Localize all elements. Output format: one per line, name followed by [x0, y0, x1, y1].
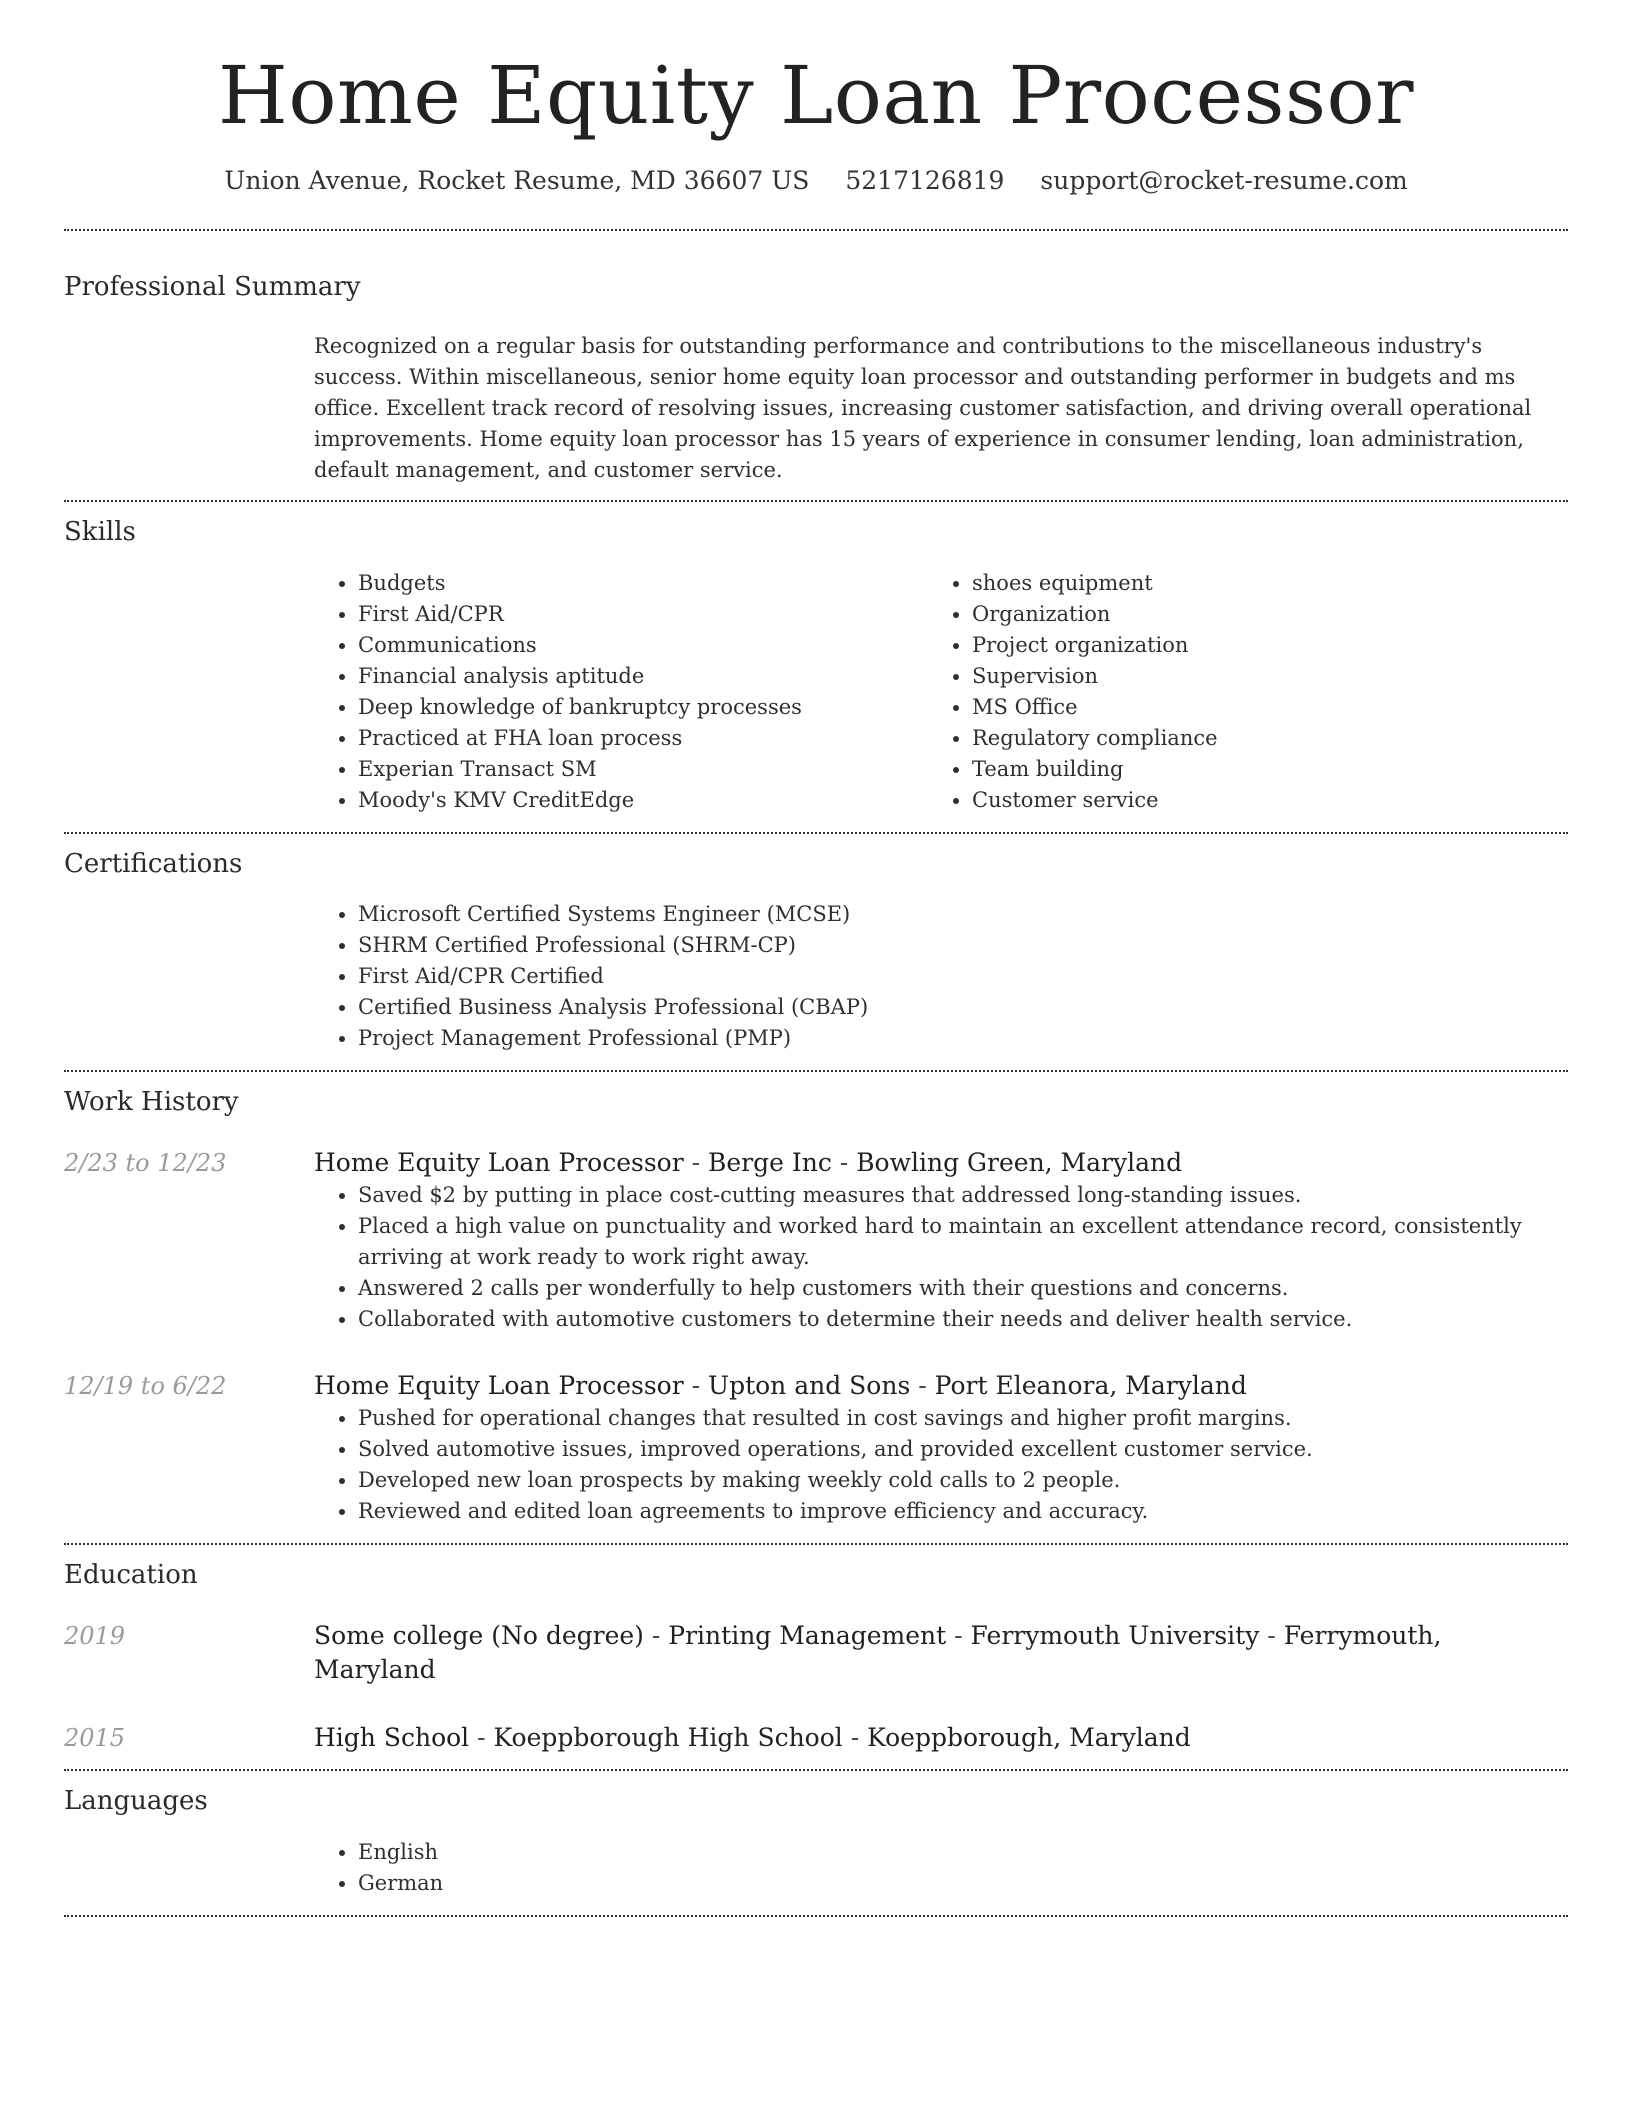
certification-item: • First Aid/CPR Certified — [358, 961, 1568, 992]
skill-item: • Deep knowledge of bankruptcy processes — [358, 692, 928, 723]
work-entry-company: Upton and Sons — [708, 1371, 911, 1401]
education-year: 2015 — [64, 1723, 126, 1752]
work-bullet: • Answered 2 calls per wonderfully to help customers with their questions and concerns. — [358, 1273, 1568, 1304]
education-location: Ferrymouth, Maryland — [314, 1620, 1442, 1684]
skill-item: • Moody's KMV CreditEdge — [358, 785, 928, 816]
languages-list — [314, 1837, 1568, 1899]
contact-address: Union Avenue, Rocket Resume, MD 36607 US — [224, 166, 810, 195]
certifications-body — [314, 881, 1568, 1070]
summary-section — [64, 231, 1568, 500]
contact-email: support@rocket-resume.com — [1040, 166, 1408, 195]
work-bullet: • Reviewed and edited loan agreements to improve efficiency and accuracy. — [358, 1496, 1568, 1527]
skill-item: • Team building — [972, 754, 1542, 785]
skills-column-left — [314, 568, 928, 816]
work-entry-role: Home Equity Loan Processor — [314, 1148, 684, 1178]
work-entry-dates: 12/19 to 6/22 — [64, 1372, 227, 1401]
work-bullet: • Developed new loan prospects by making weekly cold calls to 2 people. — [358, 1465, 1568, 1496]
skill-item: • Practiced at FHA loan process — [358, 723, 928, 754]
work-bullet: • Placed a high value on punctuality and worked hard to maintain an excellent attendance record, consistently arriving at work ready to work right away. — [358, 1211, 1568, 1273]
work-entry-location: Bowling Green, Maryland — [856, 1148, 1183, 1178]
work-history-section — [64, 1072, 1568, 1543]
skill-item: • Communications — [358, 630, 928, 661]
work-bullet: • Collaborated with automotive customers to determine their needs and deliver health service. — [358, 1304, 1568, 1335]
skills-list-right — [928, 568, 1542, 816]
skill-item: • Customer service — [972, 785, 1542, 816]
resume-name: Home Equity Loan Processor — [218, 49, 1414, 142]
summary-body — [314, 305, 1568, 500]
education-year: 2019 — [64, 1621, 126, 1650]
work-entry-heading — [314, 1146, 1568, 1180]
heading-separator: - — [910, 1371, 935, 1401]
education-entry — [64, 1593, 1568, 1687]
work-entry-location: Port Eleanora, Maryland — [934, 1371, 1247, 1401]
contact-line — [64, 166, 1568, 195]
work-entry-bullets — [314, 1403, 1568, 1527]
skills-list-left — [314, 568, 928, 816]
work-bullet: • Saved $2 by putting in place cost-cutting measures that addressed long-standing issues. — [358, 1180, 1568, 1211]
heading-separator: - — [842, 1722, 868, 1752]
language-item: • German — [358, 1868, 1568, 1899]
skills-section — [64, 502, 1568, 832]
education-entry-main — [314, 1721, 1568, 1755]
skill-item: • Organization — [972, 599, 1542, 630]
heading-separator: - — [683, 1148, 708, 1178]
certification-item: • Certified Business Analysis Professional (CBAP) — [358, 992, 1568, 1023]
contact-phone: 5217126819 — [845, 166, 1005, 195]
work-entry-role: Home Equity Loan Processor — [314, 1371, 684, 1401]
skill-item: • Supervision — [972, 661, 1542, 692]
education-location: Koeppborough, Maryland — [867, 1722, 1191, 1752]
certifications-title: Certifications — [64, 848, 243, 879]
resume-header — [64, 0, 1568, 195]
heading-separator: - — [643, 1620, 669, 1650]
education-school: Ferrymouth University — [970, 1620, 1260, 1650]
education-entry — [64, 1687, 1568, 1769]
skill-item: • Project organization — [972, 630, 1542, 661]
skills-column-right — [928, 568, 1542, 816]
skill-item: • Experian Transact SM — [358, 754, 928, 785]
heading-separator: - — [831, 1148, 857, 1178]
skills-grid — [314, 550, 1568, 832]
education-heading — [314, 1619, 1568, 1687]
work-entry-dates: 2/23 to 12/23 — [64, 1149, 227, 1178]
work-bullet: • Pushed for operational changes that resulted in cost savings and higher profit margins. — [358, 1403, 1568, 1434]
skill-item: • Regulatory compliance — [972, 723, 1542, 754]
heading-separator: - — [1259, 1620, 1284, 1650]
work-entry — [64, 1120, 1568, 1335]
heading-separator: - — [683, 1371, 708, 1401]
education-degree: High School — [314, 1722, 470, 1752]
education-heading — [314, 1721, 1568, 1755]
skill-item: • MS Office — [972, 692, 1542, 723]
skill-item: • Financial analysis aptitude — [358, 661, 928, 692]
certification-item: • Project Management Professional (PMP) — [358, 1023, 1568, 1054]
work-entry — [64, 1335, 1568, 1543]
section-divider — [64, 1915, 1568, 1917]
skill-item: • shoes equipment — [972, 568, 1542, 599]
skill-item: • First Aid/CPR — [358, 599, 928, 630]
education-degree: Some college (No degree) — [314, 1620, 644, 1650]
summary-text: Recognized on a regular basis for outstanding performance and contributions to the miscellaneous industry's success. Within miscellaneous, senior home equity loan processor and outstanding performer in budgets and ms office. Excellent track record of resolving issues, increasing customer satisfaction, and driving overall operational improvements. Home equity loan processor has 15 years of experience in consumer lending, loan administration, default management, and customer service. — [314, 333, 1532, 482]
education-entry-main — [314, 1619, 1568, 1687]
education-field: Printing Management — [668, 1620, 947, 1650]
certification-item: • SHRM Certified Professional (SHRM-CP) — [358, 930, 1568, 961]
certifications-section — [64, 834, 1568, 1071]
education-school: Koeppborough High School — [493, 1722, 843, 1752]
work-bullet: • Solved automotive issues, improved operations, and provided excellent customer service. — [358, 1434, 1568, 1465]
work-history-title: Work History — [64, 1087, 239, 1118]
heading-separator: - — [469, 1722, 494, 1752]
education-title: Education — [64, 1560, 198, 1591]
certifications-list — [314, 899, 1568, 1054]
skills-title: Skills — [64, 516, 136, 547]
skill-item: • Budgets — [358, 568, 928, 599]
summary-title: Professional Summary — [64, 272, 361, 302]
languages-section — [64, 1771, 1568, 1915]
work-entry-main — [314, 1369, 1568, 1527]
certification-item: • Microsoft Certified Systems Engineer (MCSE) — [358, 899, 1568, 930]
work-entry-main — [314, 1146, 1568, 1335]
work-entry-heading — [314, 1369, 1568, 1403]
work-entry-company: Berge Inc — [708, 1148, 832, 1178]
work-entry-bullets — [314, 1180, 1568, 1335]
languages-body — [314, 1819, 1568, 1915]
languages-title: Languages — [64, 1785, 208, 1816]
language-item: • English — [358, 1837, 1568, 1868]
education-section — [64, 1545, 1568, 1769]
heading-separator: - — [946, 1620, 971, 1650]
